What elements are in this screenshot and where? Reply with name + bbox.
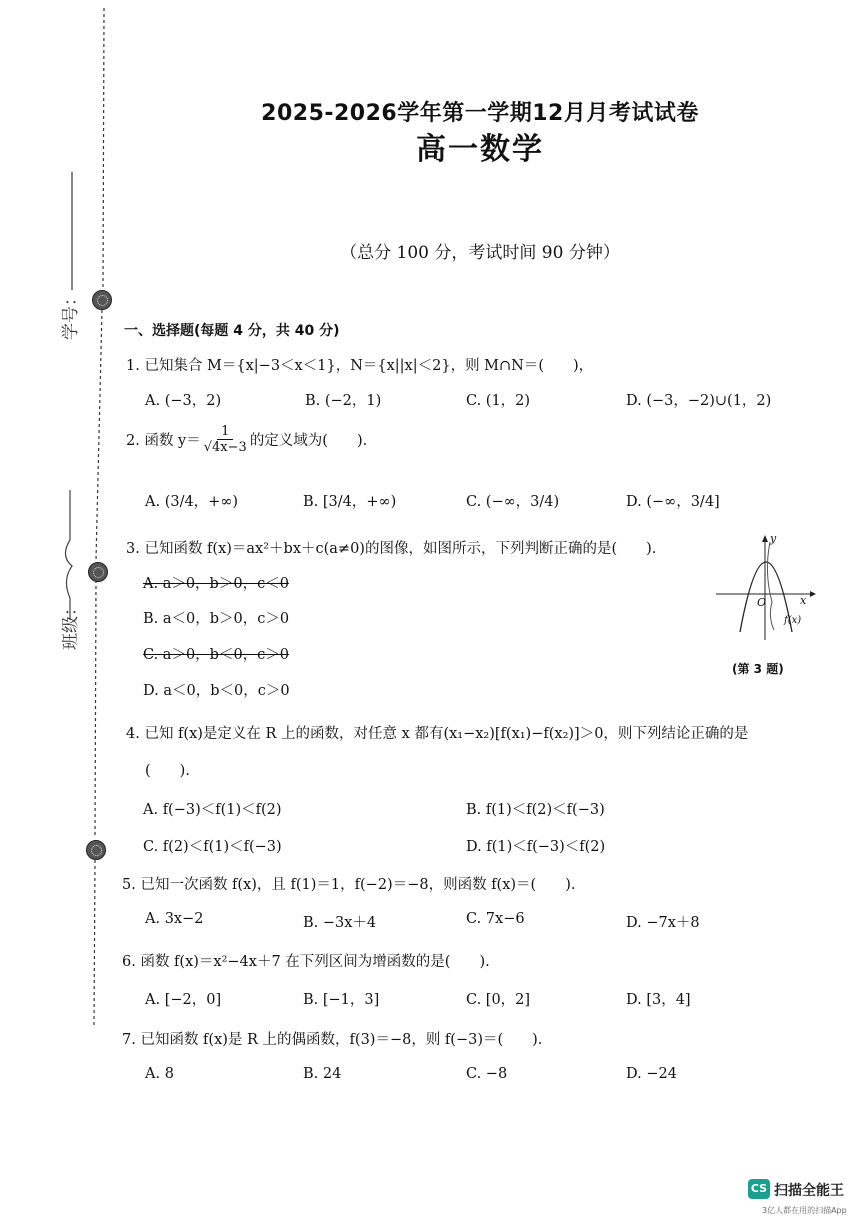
camscanner-logo: CS — [748, 1179, 770, 1199]
option-a: A. f(−3)＜f(1)＜f(2) — [143, 802, 282, 818]
option-c: C. −8 — [466, 1066, 508, 1082]
question-stem: 6. 函数 f(x)＝x²−4x＋7 在下列区间为增函数的是( ). — [122, 954, 490, 970]
binding-seal — [92, 290, 112, 310]
option-d: D. a＜0，b＜0，c＞0 — [143, 683, 290, 699]
option-c: C. f(2)＜f(1)＜f(−3) — [143, 839, 282, 855]
question-stem: 4. 已知 f(x)是定义在 R 上的函数，对任意 x 都有(x₁−x₂)[f(x₁)−f(x₂)]＞0，则下列结论正确的是 — [126, 726, 749, 742]
option-c: C. 7x−6 — [466, 911, 525, 927]
option-a: A. [−2，0] — [145, 992, 222, 1008]
x-axis-label: x — [800, 594, 807, 607]
curve-label: f(x) — [784, 615, 802, 626]
fraction — [204, 424, 247, 455]
option-a: A. (−3，2) — [145, 393, 222, 409]
camscanner-name: 扫描全能王 — [774, 1183, 844, 1199]
exam-title: 2025-2026学年第一学期12月月考试试卷 — [261, 101, 699, 126]
question-stem — [126, 424, 367, 455]
option-a: A. 8 — [145, 1066, 174, 1082]
question-stem: 3. 已知函数 f(x)＝ax²＋bx＋c(a≠0)的图像，如图所示，下列判断正确的是( ). — [126, 541, 657, 557]
class-label: 班级： — [61, 599, 81, 650]
binding-seal — [86, 840, 106, 860]
question-stem: 5. 已知一次函数 f(x)，且 f(1)＝1，f(−2)＝−8，则函数 f(x)＝( ). — [122, 877, 576, 893]
option-d: D. −7x＋8 — [626, 915, 700, 931]
pen-mark — [767, 542, 774, 630]
question-stem-cont: ( ). — [145, 763, 190, 779]
subject-title: 高一数学 — [416, 132, 544, 167]
stem-prefix: 2. 函数 y＝ — [126, 433, 201, 449]
question-stem: 7. 已知函数 f(x)是 R 上的偶函数，f(3)＝−8，则 f(−3)＝( ). — [122, 1032, 543, 1048]
option-c: C. [0，2] — [466, 992, 531, 1008]
option-c: C. (−∞，3/4) — [466, 494, 560, 510]
option-b: B. 24 — [303, 1066, 342, 1082]
exam-note: （总分 100 分，考试时间 90 分钟） — [340, 243, 620, 263]
camscanner-tagline: 3亿人都在用的扫描App — [762, 1206, 847, 1215]
student-id-label: 学号： — [61, 289, 81, 340]
y-axis-arrow — [762, 535, 768, 542]
option-b: B. a＜0，b＞0，c＞0 — [143, 611, 290, 627]
section-heading: 一、选择题(每题 4 分，共 40 分) — [124, 323, 340, 339]
origin-label: O — [757, 596, 767, 609]
question-stem: 1. 已知集合 M＝{x|−3＜x＜1}，N＝{x||x|＜2}，则 M∩N＝( )， — [126, 358, 594, 374]
option-b: B. [−1，3] — [303, 992, 380, 1008]
option-b: B. −3x＋4 — [303, 915, 377, 931]
option-a: A. (3/4，+∞) — [145, 494, 239, 510]
fraction-denominator: √4x−3 — [203, 440, 247, 455]
option-c: C. (1，2) — [466, 393, 531, 409]
option-b: B. (−2，1) — [305, 393, 382, 409]
stem-suffix: 的定义域为( ). — [249, 433, 368, 449]
option-b: B. [3/4，+∞) — [303, 494, 397, 510]
binding-seal — [88, 562, 108, 582]
y-axis-label: y — [770, 532, 777, 545]
option-c: C. a＞0，b＜0，c＞0 — [143, 647, 290, 663]
option-d: D. −24 — [626, 1066, 677, 1082]
parabola-figure — [710, 532, 820, 644]
option-d: D. [3，4] — [626, 992, 691, 1008]
option-d: D. f(1)＜f(−3)＜f(2) — [466, 839, 606, 855]
option-d: D. (−∞，3/4] — [626, 494, 720, 510]
fraction-numerator: 1 — [217, 424, 233, 440]
x-axis-arrow — [810, 591, 816, 597]
option-d: D. (−3，−2)∪(1，2) — [626, 393, 772, 409]
option-a: A. a＞0，b＞0，c＜0 — [143, 576, 289, 592]
option-a: A. 3x−2 — [145, 911, 204, 927]
figure-caption: (第 3 题) — [732, 662, 784, 676]
option-b: B. f(1)＜f(2)＜f(−3) — [466, 802, 605, 818]
